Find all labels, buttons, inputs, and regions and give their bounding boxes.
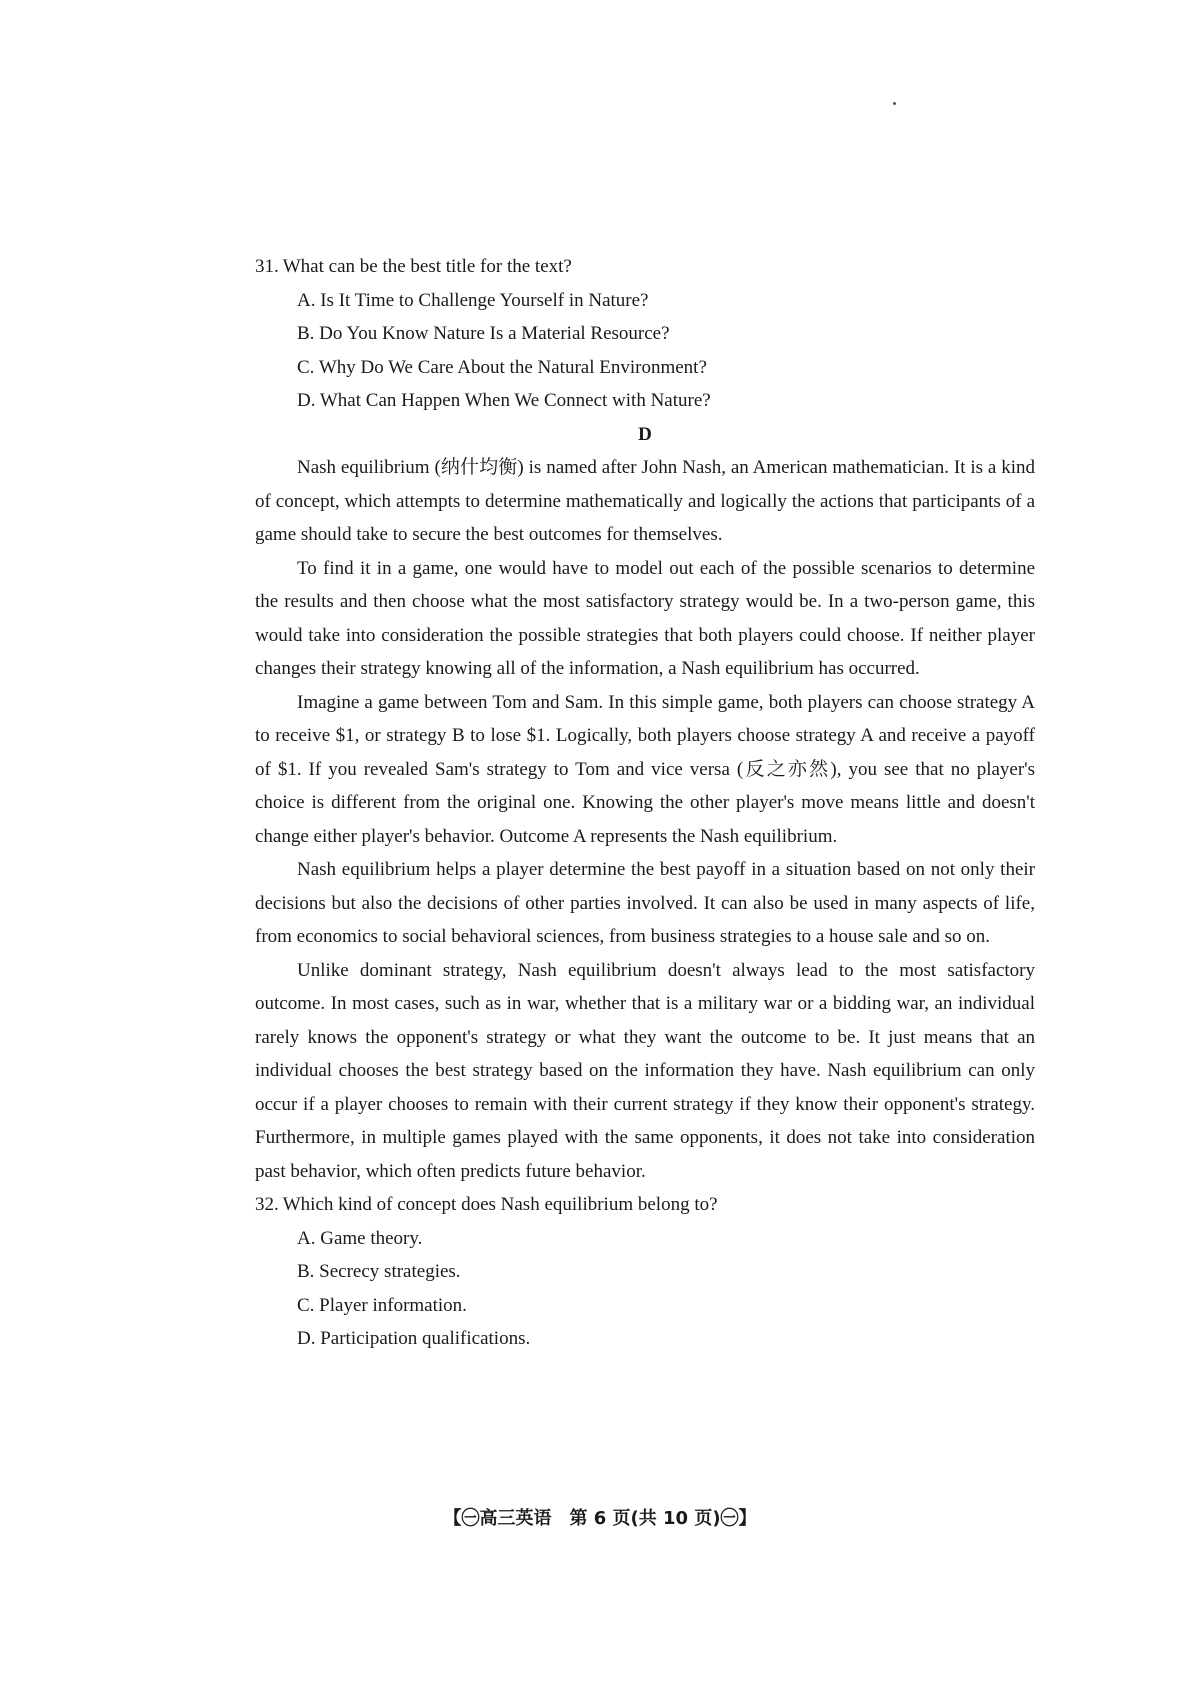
- passage-paragraph-1: Nash equilibrium (纳什均衡) is named after John Nash, an American mathematician. It is a kind of concept, which attempts to determine mathematically and logically the actions that participants of a game should take to secure the best outcomes for themselves.: [255, 457, 1035, 545]
- question-31-option-d: D. What Can Happen When We Connect with Nature?: [297, 390, 711, 411]
- question-32-option-b: B. Secrecy strategies.: [297, 1261, 461, 1282]
- question-31-option-b: B. Do You Know Nature Is a Material Resource?: [297, 323, 670, 344]
- question-31-options: [255, 284, 1035, 418]
- question-32-option-c: C. Player information.: [297, 1294, 467, 1316]
- page-content: [255, 250, 1035, 1356]
- question-31-option-a: A. Is It Time to Challenge Yourself in Nature?: [297, 289, 649, 311]
- question-31-stem: [255, 250, 1035, 284]
- question-32-number: 32.: [255, 1194, 279, 1215]
- question-31-number: 31.: [255, 256, 279, 277]
- passage-paragraph-2: To find it in a game, one would have to model out each of the possible scenarios to determine the results and then choose what the most satisfactory strategy would be. In a two-person game, this would take into consideration the possible strategies that both players could choose. If neither player changes their strategy knowing all of the information, a Nash equilibrium has occurred.: [255, 557, 1035, 679]
- question-31: [255, 250, 1035, 418]
- question-32-text: Which kind of concept does Nash equilibrium belong to?: [282, 1194, 718, 1215]
- passage-d: [255, 451, 1035, 1188]
- question-32: [255, 1188, 1035, 1356]
- question-32-options: [255, 1222, 1035, 1356]
- question-32-option-a: A. Game theory.: [297, 1227, 423, 1249]
- passage-paragraph-3: Imagine a game between Tom and Sam. In this simple game, both players can choose strategy A to receive $1, or strategy B to lose $1. Logically, both players choose strategy A and receive a payoff of $1. If you revealed Sam's strategy to Tom and vice versa (反之亦然), you see that no player's choice is different from the original one. Knowing the other player's move means little and doesn't change either player's behavior. Outcome A represents the Nash equilibrium.: [255, 691, 1035, 847]
- passage-paragraph-4: Nash equilibrium helps a player determine the best payoff in a situation based on not only their decisions but also the decisions of other parties involved. It can also be used in many aspects of life, from economics to social behavioral sciences, from business strategies to a house sale and so on.: [255, 859, 1035, 947]
- page-footer: 【㊀高三英语 第 6 页(共 10 页)㊀】: [443, 1508, 757, 1529]
- question-31-text: What can be the best title for the text?: [282, 256, 572, 277]
- scan-speck: [893, 102, 896, 105]
- question-31-option-c: C. Why Do We Care About the Natural Environment?: [297, 356, 707, 378]
- passage-paragraph-5: Unlike dominant strategy, Nash equilibrium doesn't always lead to the most satisfactory outcome. In most cases, such as in war, whether that is a military war or a bidding war, an individual rarely knows the opponent's strategy or what they want the outcome to be. It just means that an individual chooses the best strategy based on the information they have. Nash equilibrium can only occur if a player chooses to remain with their current strategy if they know their opponent's strategy. Furthermore, in multiple games played with the same opponents, it does not take into consideration past behavior, which often predicts future behavior.: [255, 959, 1035, 1182]
- question-32-stem: [255, 1188, 1035, 1222]
- question-32-option-d: D. Participation qualifications.: [297, 1328, 531, 1349]
- section-letter: D: [638, 423, 652, 445]
